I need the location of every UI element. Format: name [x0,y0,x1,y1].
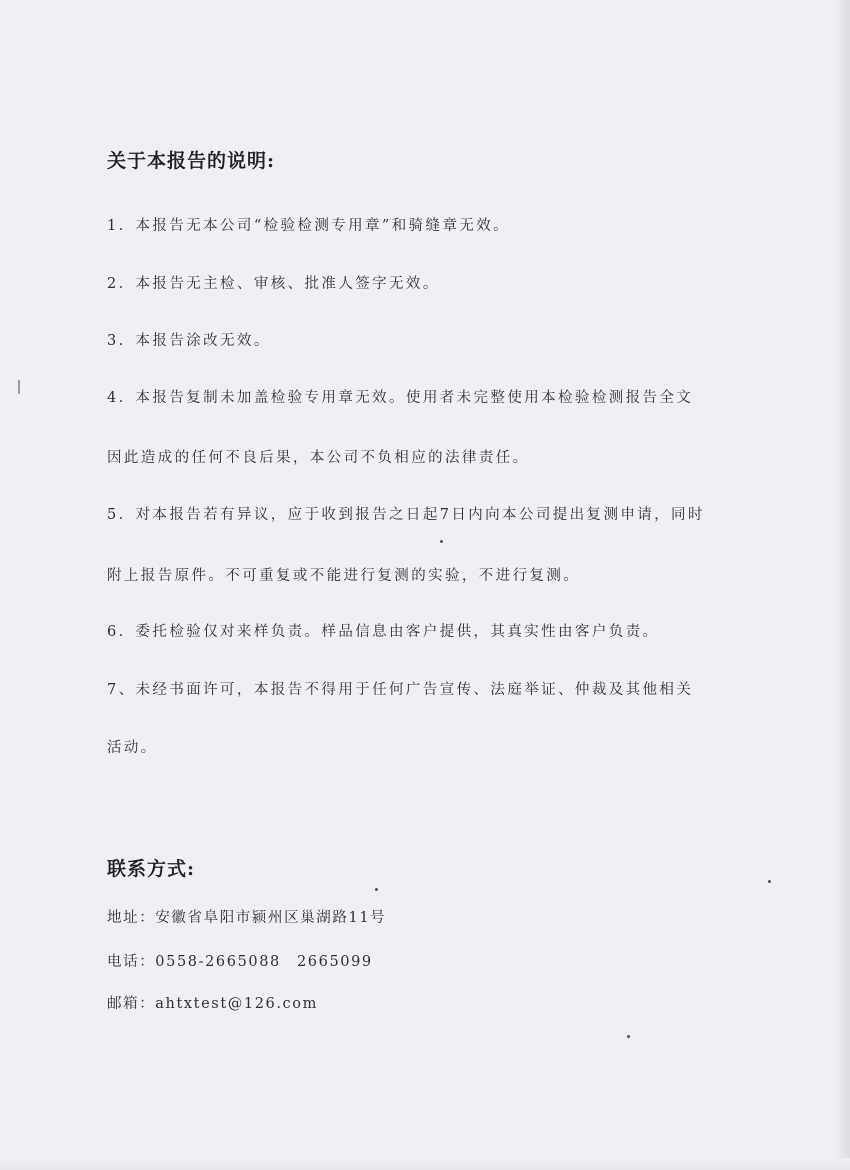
note-item-1: 1．本报告无本公司“检验检测专用章”和骑缝章无效。 [107,218,511,234]
note-item-5-line-1: 5．对本报告若有异议，应于收到报告之日起7日内向本公司提出复测申请，同时 [107,507,705,523]
note-item-7-line-1: 7、未经书面许可，本报告不得用于任何广告宣传、法庭举证、仲裁及其他相关 [107,682,694,698]
contact-address: 地址：安徽省阜阳市颍州区巢湖路11号 [107,910,387,926]
scan-shadow-bottom [0,1158,850,1170]
scan-speck [18,380,20,394]
note-item-4-line-2: 因此造成的任何不良后果，本公司不负相应的法律责任。 [107,450,530,466]
contact-email: 邮箱：ahtxtest@126.com [107,996,318,1012]
scan-shadow-right [834,0,850,1170]
note-item-2: 2．本报告无主检、审核、批准人签字无效。 [107,276,440,292]
note-item-4-line-1: 4．本报告复制未加盖检验专用章无效。使用者未完整使用本检验检测报告全文 [107,390,694,406]
contact-phone: 电话：0558-2665088 2665099 [107,954,373,970]
scan-speck [627,1035,630,1038]
notes-heading: 关于本报告的说明: [107,150,276,172]
note-item-6: 6．委托检验仅对来样负责。样品信息由客户提供，其真实性由客户负责。 [107,624,660,640]
note-item-7-line-2: 活动。 [107,740,158,756]
note-item-3: 3．本报告涂改无效。 [107,333,271,349]
scan-speck [768,880,771,883]
scan-speck [375,888,378,891]
scan-speck [440,540,443,543]
note-item-5-line-2: 附上报告原件。不可重复或不能进行复测的实验，不进行复测。 [107,568,581,584]
contact-heading: 联系方式: [107,858,196,880]
